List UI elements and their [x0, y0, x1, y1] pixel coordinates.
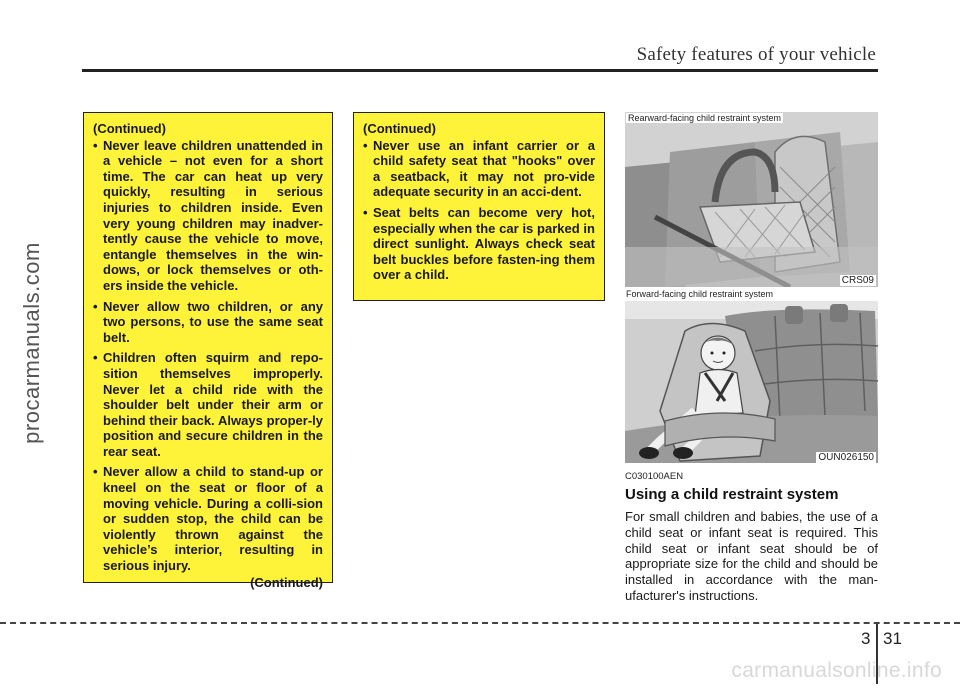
figure-code: OUN026150 [818, 452, 874, 463]
warning-list [93, 138, 323, 574]
figure-rearward-seat [625, 112, 878, 287]
warning-item: • Seat belts can become very hot, especially when the car is parked in direct sunlight. Always check seat belt buckles before fasten-ing them over a child. [363, 205, 595, 283]
section-code: C030100AEN [625, 471, 684, 482]
continued-label-bottom: (Continued) [250, 574, 323, 590]
forward-seat-illustration [625, 301, 878, 463]
header-title: Safety features of your vehicle [636, 44, 876, 65]
side-watermark: procarmanuals.com [19, 242, 44, 444]
figure-forward-seat [625, 301, 878, 463]
rearward-seat-illustration [625, 112, 878, 287]
figure-caption: Forward-facing child restraint system [626, 289, 774, 299]
warning-item: • Never allow a child to stand-up or kneel on the seat or floor of a moving vehicle. During a colli-sion or sudden stop, the child can be violently thrown against the vehicle’s interior, resulting in serious injury. [93, 464, 323, 573]
section-body: For small children and babies, the use of a child seat or infant seat is required. This child seat or infant seat should be of appropriate size for the child and should be installed in accordance with the man-ufacturer's instructions. [625, 509, 878, 603]
warning-list [363, 138, 595, 283]
warning-item: • Children often squirm and repo-sition themselves improperly. Never let a child ride with the shoulder belt under their arm or behind their back. Always proper-ly position and secure children in the rear seat. [93, 350, 323, 459]
section-title: Using a child restraint system [625, 486, 839, 503]
warning-box-left [83, 112, 333, 590]
warning-item: • Never allow two children, or any two persons, to use the same seat belt. [93, 299, 323, 346]
warning-item: • Never use an infant carrier or a child safety seat that "hooks" over a seatback, it may not pro-vide adequate security in an acci-dent. [363, 138, 595, 200]
header-rule [82, 69, 878, 72]
warning-box-middle [353, 112, 605, 301]
footer-rule [0, 622, 960, 624]
chapter-number: 3 [861, 629, 871, 648]
continued-label-top: (Continued) [363, 121, 436, 136]
bottom-watermark: carmanualsonline.info [731, 659, 942, 682]
figure-code: CRS09 [841, 275, 874, 286]
figure-caption: Rearward-facing child restraint system [628, 113, 782, 123]
page-number: 31 [883, 629, 902, 648]
warning-item: • Never leave children unattended in a vehicle – not even for a short time. The car can heat up very quickly, resulting in serious injuries to children inside. Even very young children may inadver-tently cause the vehicle to move, entangle themselves in the win-dows, or lock themselves or oth-ers inside the vehicle. [93, 138, 323, 294]
continued-label-top: (Continued) [93, 121, 166, 136]
